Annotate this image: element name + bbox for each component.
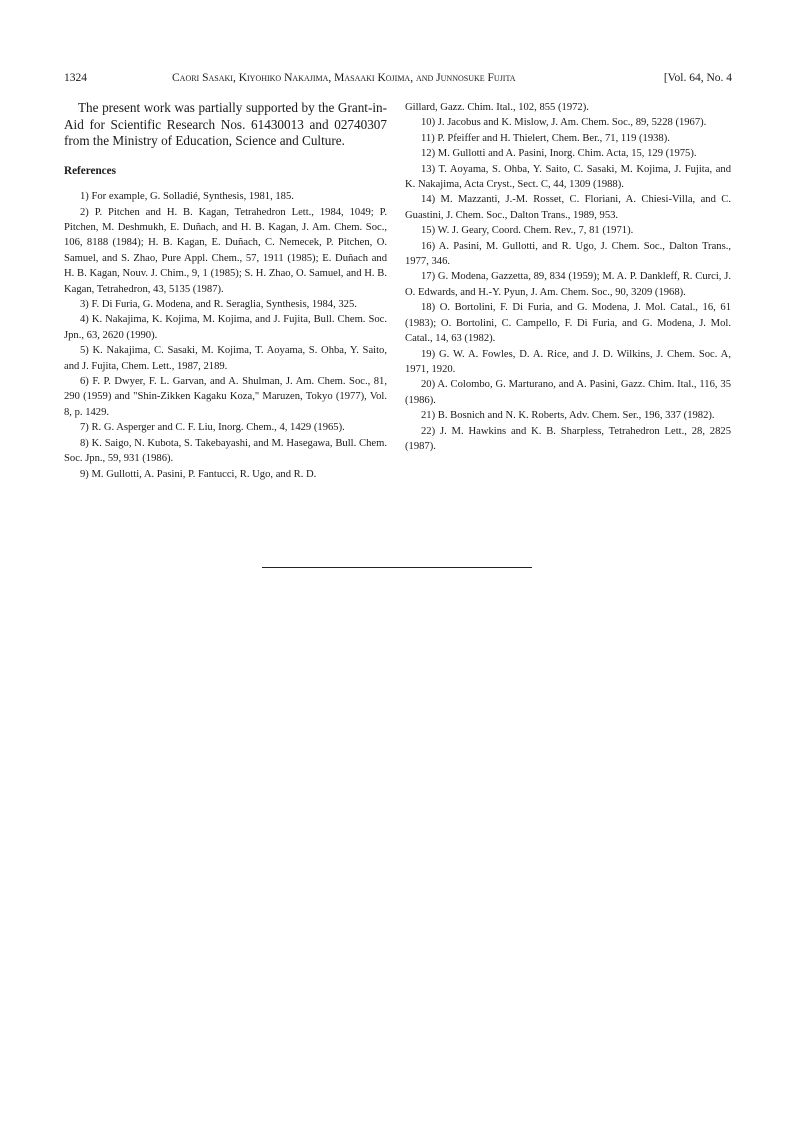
reference-21: 21) B. Bosnich and N. K. Roberts, Adv. Chem. Ser., 196, 337 (1982).	[421, 410, 715, 422]
reference-14: 14) M. Mazzanti, J.-M. Rosset, C. Floriani, A. Chiesi-Villa, and C. Guastini, J. Chem. Soc., Dalton Trans., 1989, 953.	[405, 194, 731, 221]
reference-16: 16) A. Pasini, M. Gullotti, and R. Ugo, J. Chem. Soc., Dalton Trans., 1977, 346.	[405, 240, 731, 268]
reference-6: 6) F. P. Dwyer, F. L. Garvan, and A. Shulman, J. Am. Chem. Soc., 81, 290 (1959) and "Shin-Zikken Kagaku Koza," Maruzen, Tokyo (1977), Vol. 8, p. 1429.	[64, 376, 387, 418]
reference-8: 8) K. Saigo, N. Kubota, S. Takebayashi, and M. Hasegawa, Bull. Chem. Soc. Jpn., 59, 931 (1986).	[64, 437, 387, 465]
reference-7: 7) R. G. Asperger and C. F. Liu, Inorg. Chem., 4, 1429 (1965).	[80, 422, 345, 434]
reference-22: 22) J. M. Hawkins and K. B. Sharpless, Tetrahedron Lett., 28, 2825 (1987).	[405, 425, 731, 452]
reference-13: 13) T. Aoyama, S. Ohba, Y. Saito, C. Sasaki, M. Kojima, J. Fujita, and K. Nakajima, Acta Cryst., Sect. C, 44, 1309 (1988).	[405, 163, 731, 191]
reference-12: 12) M. Gullotti and A. Pasini, Inorg. Chim. Acta, 15, 129 (1975).	[421, 148, 697, 160]
reference-10: 10) J. Jacobus and K. Mislow, J. Am. Chem. Soc., 89, 5228 (1967).	[421, 117, 707, 129]
running-header-authors: Caori Sasaki, Kiyohiko Nakajima, Masaaki Kojima, and Junnosuke Fujita	[172, 72, 516, 84]
reference-19: 19) G. W. A. Fowles, D. A. Rice, and J. D. Wilkins, J. Chem. Soc. A, 1971, 1920.	[405, 348, 731, 375]
reference-9-continued: Gillard, Gazz. Chim. Ital., 102, 855 (1972).	[405, 102, 589, 113]
references-heading: References	[64, 164, 116, 177]
page-number: 1324	[64, 72, 87, 84]
reference-18: 18) O. Bortolini, F. Di Furia, and G. Modena, J. Mol. Catal., 16, 61 (1983); O. Bortolini, C. Campello, F. Di Furia, and G. Modena, J. Mol. Catal., 14, 63 (1982).	[405, 302, 731, 345]
left-column	[64, 100, 387, 482]
reference-3: 3) F. Di Furia, G. Modena, and R. Seraglia, Synthesis, 1984, 325.	[80, 299, 357, 311]
reference-15: 15) W. J. Geary, Coord. Chem. Rev., 7, 81 (1971).	[421, 225, 634, 237]
reference-4: 4) K. Nakajima, K. Kojima, M. Kojima, and J. Fujita, Bull. Chem. Soc. Jpn., 63, 2620 (1990).	[64, 314, 387, 341]
acknowledgement: The present work was partially supported by the Grant-in-Aid for Scientific Research Nos. 61430013 and 02740307 from the Ministry of Education, Science and Culture.	[64, 100, 387, 149]
end-rule	[262, 567, 532, 568]
reference-11: 11) P. Pfeiffer and H. Thielert, Chem. Ber., 71, 119 (1938).	[421, 132, 670, 144]
reference-9: 9) M. Gullotti, A. Pasini, P. Fantucci, R. Ugo, and R. D.	[80, 468, 317, 480]
reference-17: 17) G. Modena, Gazzetta, 89, 834 (1959); M. A. P. Dankleff, R. Curci, J. O. Edwards, and H.-Y. Pyun, J. Am. Chem. Soc., 90, 3209 (1968).	[405, 271, 731, 298]
reference-20: 20) A. Colombo, G. Marturano, and A. Pasini, Gazz. Chim. Ital., 116, 35 (1986).	[405, 379, 731, 406]
reference-5: 5) K. Nakajima, C. Sasaki, M. Kojima, T. Aoyama, S. Ohba, Y. Saito, and J. Fujita, Chem. Lett., 1987, 2189.	[64, 345, 387, 372]
right-column	[405, 100, 731, 454]
volume-issue: [Vol. 64, No. 4	[663, 72, 732, 84]
reference-2: 2) P. Pitchen and H. B. Kagan, Tetrahedron Lett., 1984, 1049; P. Pitchen, M. Deshmukh, E. Duñach, and H. B. Kagan, J. Am. Chem. Soc., 106, 8188 (1984); H. B. Kagan, E. Duñach, C. Nemecek, P. Pitchen, O. Samuel, and S. Zhao, Pure Appl. Chem., 57, 1911 (1985); E. Duñach and H. B. Kagan, Nouv. J. Chim., 9, 1 (1985); S. H. Zhao, O. Samuel, and H. B. Kagan, Tetrahedron, 43, 5135 (1987).	[64, 206, 387, 295]
running-header	[64, 72, 732, 88]
reference-1: 1) For example, G. Solladié, Synthesis, 1981, 185.	[80, 191, 294, 203]
